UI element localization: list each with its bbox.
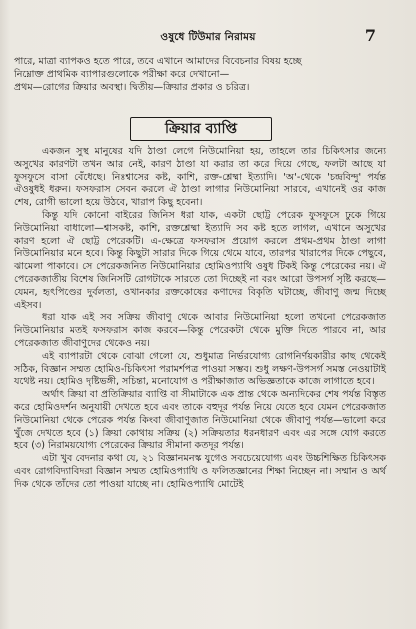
intro-line: প্রথম—রোগের ক্রিয়ার অবস্থা। দ্বিতীয়—ক্রিয়ার প্রকার ও চরিত্র।: [14, 81, 250, 93]
paragraph: এই ব্যাপারটা থেকে বোঝা গেলো যে, শুধুমাত্র নির্ভরযোগ্য রোগনির্ণয়কারীর কাছ থেকেই সঠিক, বিজ্ঞান সম্মত হোমিও-চিকিৎসা পরামর্শপত্র পাওয়া সম্ভব। শুধু লক্ষণ-উপসর্গ সমস্ত নেওয়াটাই যথেষ্ট নয়। হোমিও দৃষ্টিভঙ্গী, সচিন্তা, মনোযোগ ও পরীক্ষাজাত অভিজ্ঞতাকে কাজে লাগাতে হবে।: [14, 350, 386, 388]
intro-line: পারে, মাত্রা ব্যাপকও হতে পারে, তবে এখানে আমাদের বিবেচনার বিষয় হচ্ছে: [14, 56, 302, 67]
intro-line: নিম্নোক্ত প্রাথমিক ব্যাপারগুলোকে পরীক্ষা করে দেখানো—: [14, 68, 230, 80]
paragraph: একজন সুস্থ মানুষের যদি ঠাণ্ডা লেগে নিউমোনিয়া হয়, তাহলে তার চিকিৎসার জন্যে অসুখের কারণটা তখন আর নেই, কারণ ঠাণ্ডা যা করার তা করে দিয়ে গেছে, ফলটা আছে যা ফুসফুসে বাসা বেঁধেছে। নিঃশ্বাসের কষ্ট, কাশি, রক্ত-শ্লেষ্মা ইত্যাদি। 'অ'-থেকে 'চন্দ্রবিন্দু' পর্যন্ত ঐওষুধই ধরুন। ফসফরাস সেবন করলে ঐ ঠাণ্ডা লাগার নিউমোনিয়া সারবে, এখানেই ওর কাজ শেষ, রোগী ভালো হয়ে উঠবে, খারাপ কিছু হবেনা।: [14, 146, 386, 209]
section-title: ক্রিয়ার ব্যাপ্তি: [130, 117, 272, 141]
paragraph: ধরা যাক এই সব সক্রিয় জীবাণু থেকে আবার নিউমোনিয়া হলো তখনো পেরেকজাত নিউমোনিয়ার মতই ফসফরাস কাজ করবে—কিন্তু পেরেকটা থেকে মুক্তি দিতে পারবে না, আর পেরেকজাত জীবাণুদের থেকেও নয়।: [14, 312, 386, 349]
paragraph: অর্থাৎ ক্রিয়া বা প্রতিক্রিয়ার ব্যাপ্তি বা সীমাটাকে এক প্রান্ত থেকে অন্যদিকের শেষ পর্যন্ত বিস্তৃত করে হোমিওদর্শন অনুযায়ী দেখতে হবে এবং তাকে বহুদূর পর্যন্ত নিয়ে যেতে হবে যেমন পেরেকজাত নিউমোনিয়া থেকে পেরেক পর্যন্ত কিংবা জীবাণুজাত নিউমোনিয়া থেকে জীবাণু পর্যন্ত—ভালো করে খুঁজে দেখতে হবে (১) ক্রিয়া কোথায় সক্রিয় (২) সক্রিয়তার ধরনধারণ এবং এর সঙ্গে যোগ করতে হবে (৩) নিরাময়যোগ্য পেরেকের ক্রিয়ার সীমানা কতদূর পর্যন্ত।: [14, 389, 386, 452]
paragraph: এটা খুব বেদনার কথা যে, ২১ বিজ্ঞানমনস্ক যুগেও সবচেয়েযোগ্য এবং উচ্চশিক্ষিত চিকিৎসক এবং রোগবিদ্যাবিদরা বিজ্ঞান সম্মত হোমিওপ্যাথি ও ফলিতজ্ঞানের শিক্ষা নিচ্ছেন না। সম্মান ও অর্থ দিক থেকে তাঁদের তো পাওয়া যাচ্ছে না। হোমিওপ্যাথি মোটেই: [14, 453, 386, 490]
intro-block: [14, 56, 386, 94]
body-text: [14, 146, 386, 492]
page-number: 7: [364, 26, 376, 45]
paragraph: কিন্তু যদি কোনো বাইরের জিনিস ধরা যাক, একটা ছোট্ট পেরেক ফুসফুসে ঢুকে গিয়ে নিউমোনিয়া বাধালো—শ্বাসকষ্ট, কাশি, রক্তশ্লেষ্মা ইত্যাদি সব কষ্ট হতে লাগল, এখানে অসুখের কারণ হলো ঐ ছোট্ট পেরেকটি। এ-ক্ষেত্রে ফসফরাস প্রয়োগ করলে প্রথম-প্রথম ঠাণ্ডা লাগা নিউমোনিয়ার মনে হবে। কিন্তু কিছুটা সারার দিকে গিয়ে থেমে যাবে, তারপর খারাপের দিকে পেছুবে, ঝামেলা পাকাবে। সে পেরেকজনিত নিউমোনিয়ার হোমিওপ্যাথি ওষুধ টিকই কিন্তু পেরেকের নয়। ঐ পেরেকজাতীয় বিশেষ জিনিসটি রোগটাকে সারতে তো দিচ্ছেই না বরং আরো উপসর্গ সৃষ্টি করছে—যেমন, হৃৎপিণ্ডের দুর্বলতা, ওখানকার রক্তকোষের কণাদের বিকৃতি ঘটাচ্ছে, জীবাণু জন্ম দিচ্ছে এইসব।: [14, 209, 386, 311]
running-head: ওষুধে টিউমার নিরাময়: [160, 31, 256, 43]
